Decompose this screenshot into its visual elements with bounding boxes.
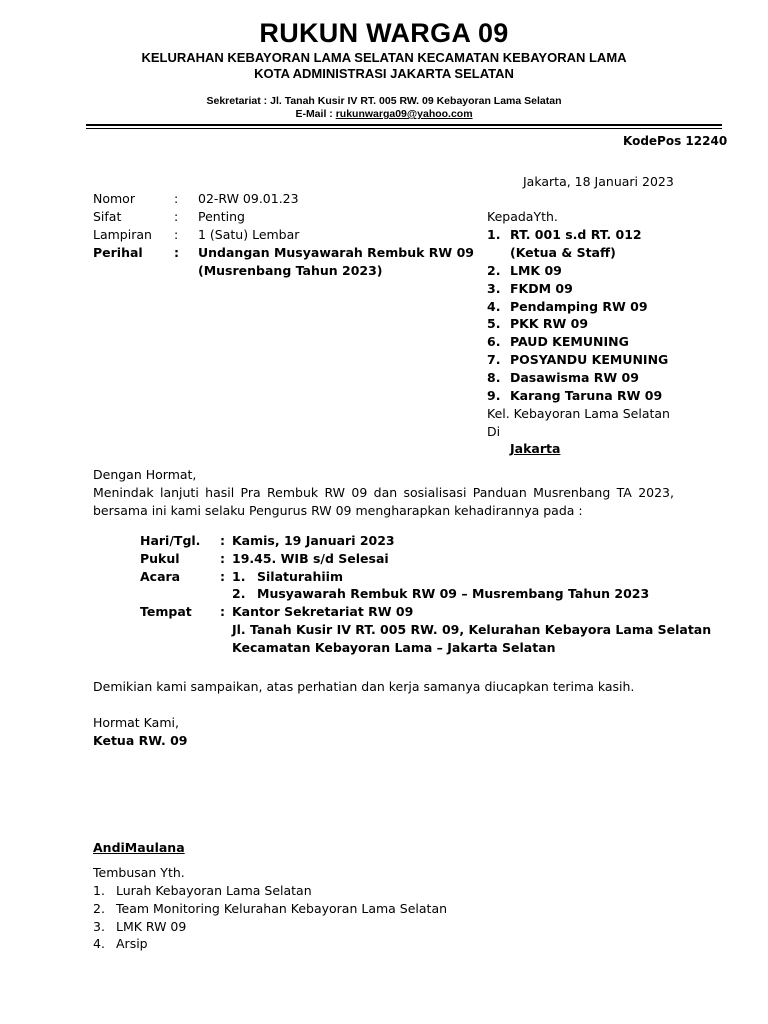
recipient-num: 6. <box>487 334 501 349</box>
organization-city: KOTA ADMINISTRASI JAKARTA SELATAN <box>254 66 514 81</box>
recipient-city: Jakarta <box>510 441 561 456</box>
intro-paragraph: Menindak lanjuti hasil Pra Rembuk RW 09 dan sosialisasi Panduan Musrenbang TA 2023, bersama ini kami selaku Pengurus RW 09 mengharapkan kehadirannya pada : <box>93 485 674 518</box>
event-venue-address: Jl. Tanah Kusir IV RT. 005 RW. 09, Kelurahan Kebayora Lama Selatan <box>232 622 712 637</box>
meta-label-perihal: Perihal <box>93 245 143 260</box>
event-sep: : <box>220 533 225 548</box>
cc-item: Arsip <box>116 936 148 951</box>
recipient-item: PAUD KEMUNING <box>510 334 629 349</box>
signer-position: Ketua RW. 09 <box>93 733 188 748</box>
cc-num: 2. <box>93 901 105 916</box>
recipient-item: Dasawisma RW 09 <box>510 370 639 385</box>
event-sep: : <box>220 569 225 584</box>
meta-value-perihal: Undangan Musyawarah Rembuk RW 09 <box>198 245 474 260</box>
event-date: Kamis, 19 Januari 2023 <box>232 533 395 548</box>
recipient-num: 2. <box>487 263 501 278</box>
meta-sep: : <box>174 209 179 224</box>
cc-item: Team Monitoring Kelurahan Kebayoran Lama Selatan <box>116 901 448 916</box>
event-agenda-label: Acara <box>140 569 181 584</box>
email-label: E-Mail : <box>295 108 336 120</box>
recipient-num: 5. <box>487 316 501 331</box>
secretariat-address: Sekretariat : Jl. Tanah Kusir IV RT. 005 RW. 09 Kebayoran Lama Selatan <box>206 95 562 107</box>
cc-item: Lurah Kebayoran Lama Selatan <box>116 883 312 898</box>
meta-sep: : <box>174 245 179 260</box>
agenda-item: Musyawarah Rembuk RW 09 – Musrembang Tahun 2023 <box>257 586 650 601</box>
agenda-item: Silaturahiim <box>257 569 343 584</box>
recipient-item: LMK 09 <box>510 263 562 278</box>
recipient-item: PKK RW 09 <box>510 316 589 331</box>
meta-label-lampiran: Lampiran <box>93 227 152 242</box>
meta-sep: : <box>174 227 179 242</box>
regards: Hormat Kami, <box>93 715 179 730</box>
closing-paragraph: Demikian kami sampaikan, atas perhatian dan kerja samanya diucapkan terima kasih. <box>93 679 635 694</box>
meta-value-nomor: 02-RW 09.01.23 <box>198 191 299 206</box>
cc-num: 4. <box>93 936 105 951</box>
organization-subtitle: KELURAHAN KEBAYORAN LAMA SELATAN KECAMATAN KEBAYORAN LAMA <box>141 50 627 65</box>
event-venue: Kantor Sekretariat RW 09 <box>232 604 414 619</box>
recipient-num: 7. <box>487 352 501 367</box>
event-venue-district: Kecamatan Kebayoran Lama – Jakarta Selatan <box>232 640 556 655</box>
event-time: 19.45. WIB s/d Selesai <box>232 551 389 566</box>
email-line <box>0 108 768 120</box>
recipient-item: FKDM 09 <box>510 281 573 296</box>
header-divider-thin <box>86 128 722 129</box>
email-link[interactable]: rukunwarga09@yahoo.com <box>335 108 473 120</box>
cc-item: LMK RW 09 <box>116 919 187 934</box>
event-sep: : <box>220 551 225 566</box>
recipient-item: Karang Taruna RW 09 <box>510 388 663 403</box>
agenda-num: 1. <box>232 569 246 584</box>
event-time-label: Pukul <box>140 551 180 566</box>
place-date: Jakarta, 18 Januari 2023 <box>523 174 674 189</box>
meta-value-sifat: Penting <box>198 209 245 224</box>
recipient-num: 9. <box>487 388 501 403</box>
recipient-item-note: (Ketua & Staff) <box>510 245 616 260</box>
meta-sep: : <box>174 191 179 206</box>
cc-heading: Tembusan Yth. <box>93 865 185 880</box>
signer-name: AndiMaulana <box>93 840 185 855</box>
meta-value-perihal-2: (Musrenbang Tahun 2023) <box>198 263 383 278</box>
meta-label-sifat: Sifat <box>93 209 122 224</box>
recipient-num: 1. <box>487 227 501 242</box>
event-sep: : <box>220 604 225 619</box>
salutation: Dengan Hormat, <box>93 467 197 482</box>
header-divider <box>86 124 722 126</box>
recipient-di: Di <box>487 424 501 439</box>
meta-label-nomor: Nomor <box>93 191 135 206</box>
event-date-label: Hari/Tgl. <box>140 533 201 548</box>
cc-num: 1. <box>93 883 105 898</box>
recipient-item: Pendamping RW 09 <box>510 299 648 314</box>
event-venue-label: Tempat <box>140 604 192 619</box>
agenda-num: 2. <box>232 586 246 601</box>
recipients-heading: KepadaYth. <box>487 209 558 224</box>
postcode: KodePos 12240 <box>623 134 728 148</box>
meta-value-lampiran: 1 (Satu) Lembar <box>198 227 300 242</box>
recipient-item: RT. 001 s.d RT. 012 <box>510 227 642 242</box>
recipient-num: 3. <box>487 281 501 296</box>
organization-title: RUKUN WARGA 09 <box>259 18 509 48</box>
recipient-num: 8. <box>487 370 501 385</box>
recipient-num: 4. <box>487 299 501 314</box>
recipient-item: POSYANDU KEMUNING <box>510 352 669 367</box>
cc-num: 3. <box>93 919 105 934</box>
recipient-kelurahan: Kel. Kebayoran Lama Selatan <box>487 406 670 421</box>
